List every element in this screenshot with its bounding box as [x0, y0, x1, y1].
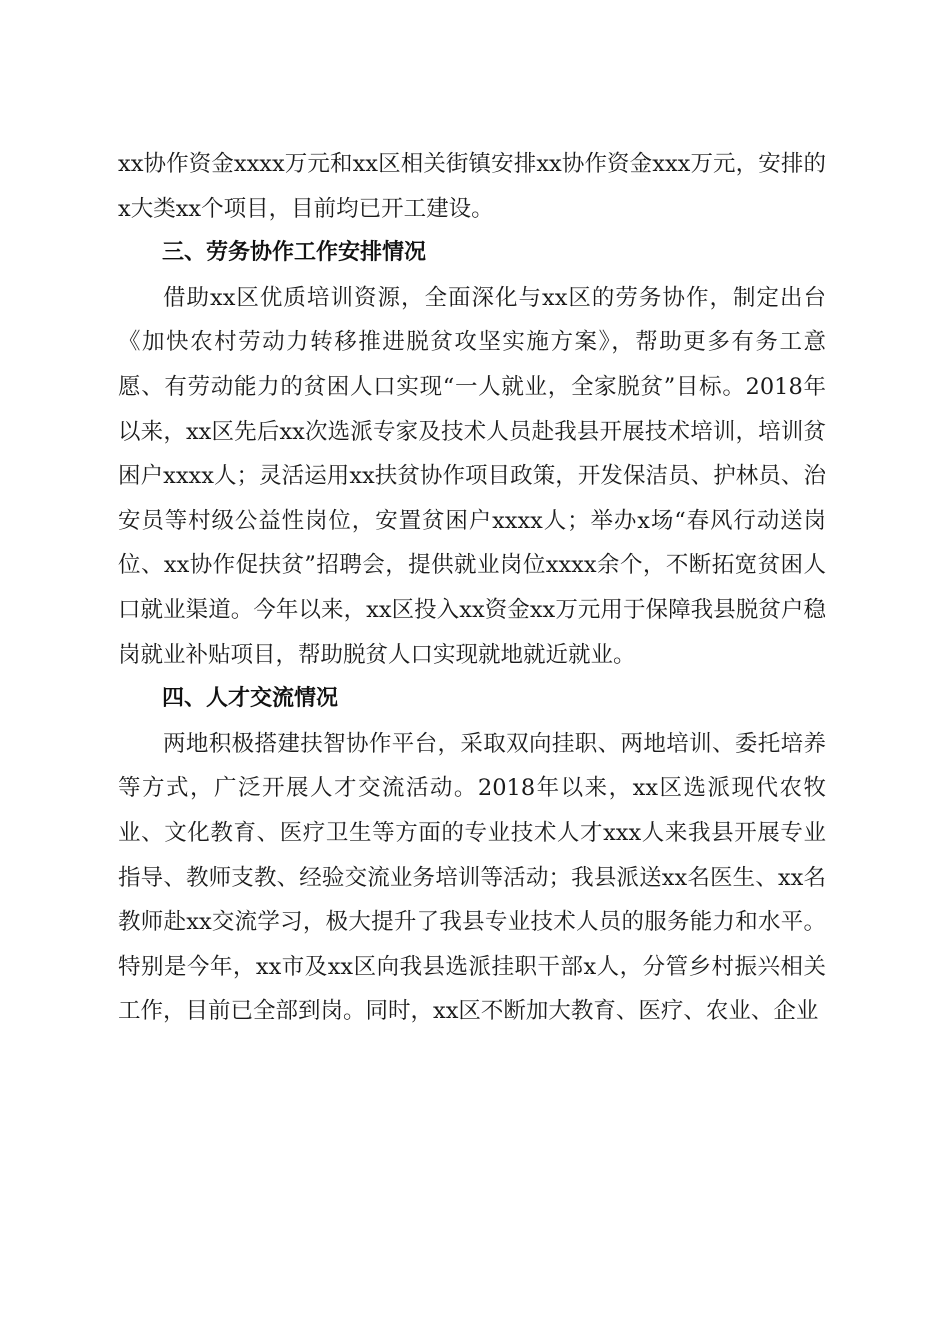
paragraph-labor-cooperation: 借助xx区优质培训资源，全面深化与xx区的劳务协作，制定出台《加快农村劳动力转移推进脱贫攻坚实施方案》，帮助更多有务工意愿、有劳动能力的贫困人口实现“一人就业，全家脱贫”目标。2018年以来，xx区先后xx次选派专家及技术人员赴我县开展技术培训，培训贫困户xxxx人；灵活运用xx扶贫协作项目政策，开发保洁员、护林员、治安员等村级公益性岗位，安置贫困户xxxx人；举办x场“春风行动送岗位、xx协作促扶贫”招聘会，提供就业岗位xxxx余个，不断拓宽贫困人口就业渠道。今年以来，xx区投入xx资金xx万元用于保障我县脱贫户稳岗就业补贴项目，帮助脱贫人口实现就地就近就业。	[118, 284, 826, 668]
section-heading-labor-cooperation: 三、劳务协作工作安排情况	[162, 240, 427, 266]
section-heading-talent-exchange: 四、人才交流情况	[162, 686, 339, 712]
document-page	[118, 142, 826, 1034]
paragraph-talent-exchange: 两地积极搭建扶智协作平台，采取双向挂职、两地培训、委托培养等方式，广泛开展人才交流活动。2018年以来，xx区选派现代农牧业、文化教育、医疗卫生等方面的专业技术人才xxx人来我县开展专业指导、教师支教、经验交流业务培训等活动；我县派送xx名医生、xx名教师赴xx交流学习，极大提升了我县专业技术人员的服务能力和水平。特别是今年，xx市及xx区向我县选派挂职干部x人，分管乡村振兴相关工作，目前已全部到岗。同时，xx区不断加大教育、医疗、农业、企业	[118, 730, 826, 1025]
paragraph-funding-continuation: xx协作资金xxxx万元和xx区相关街镇安排xx协作资金xxx万元，安排的x大类xx个项目，目前均已开工建设。	[118, 151, 826, 222]
